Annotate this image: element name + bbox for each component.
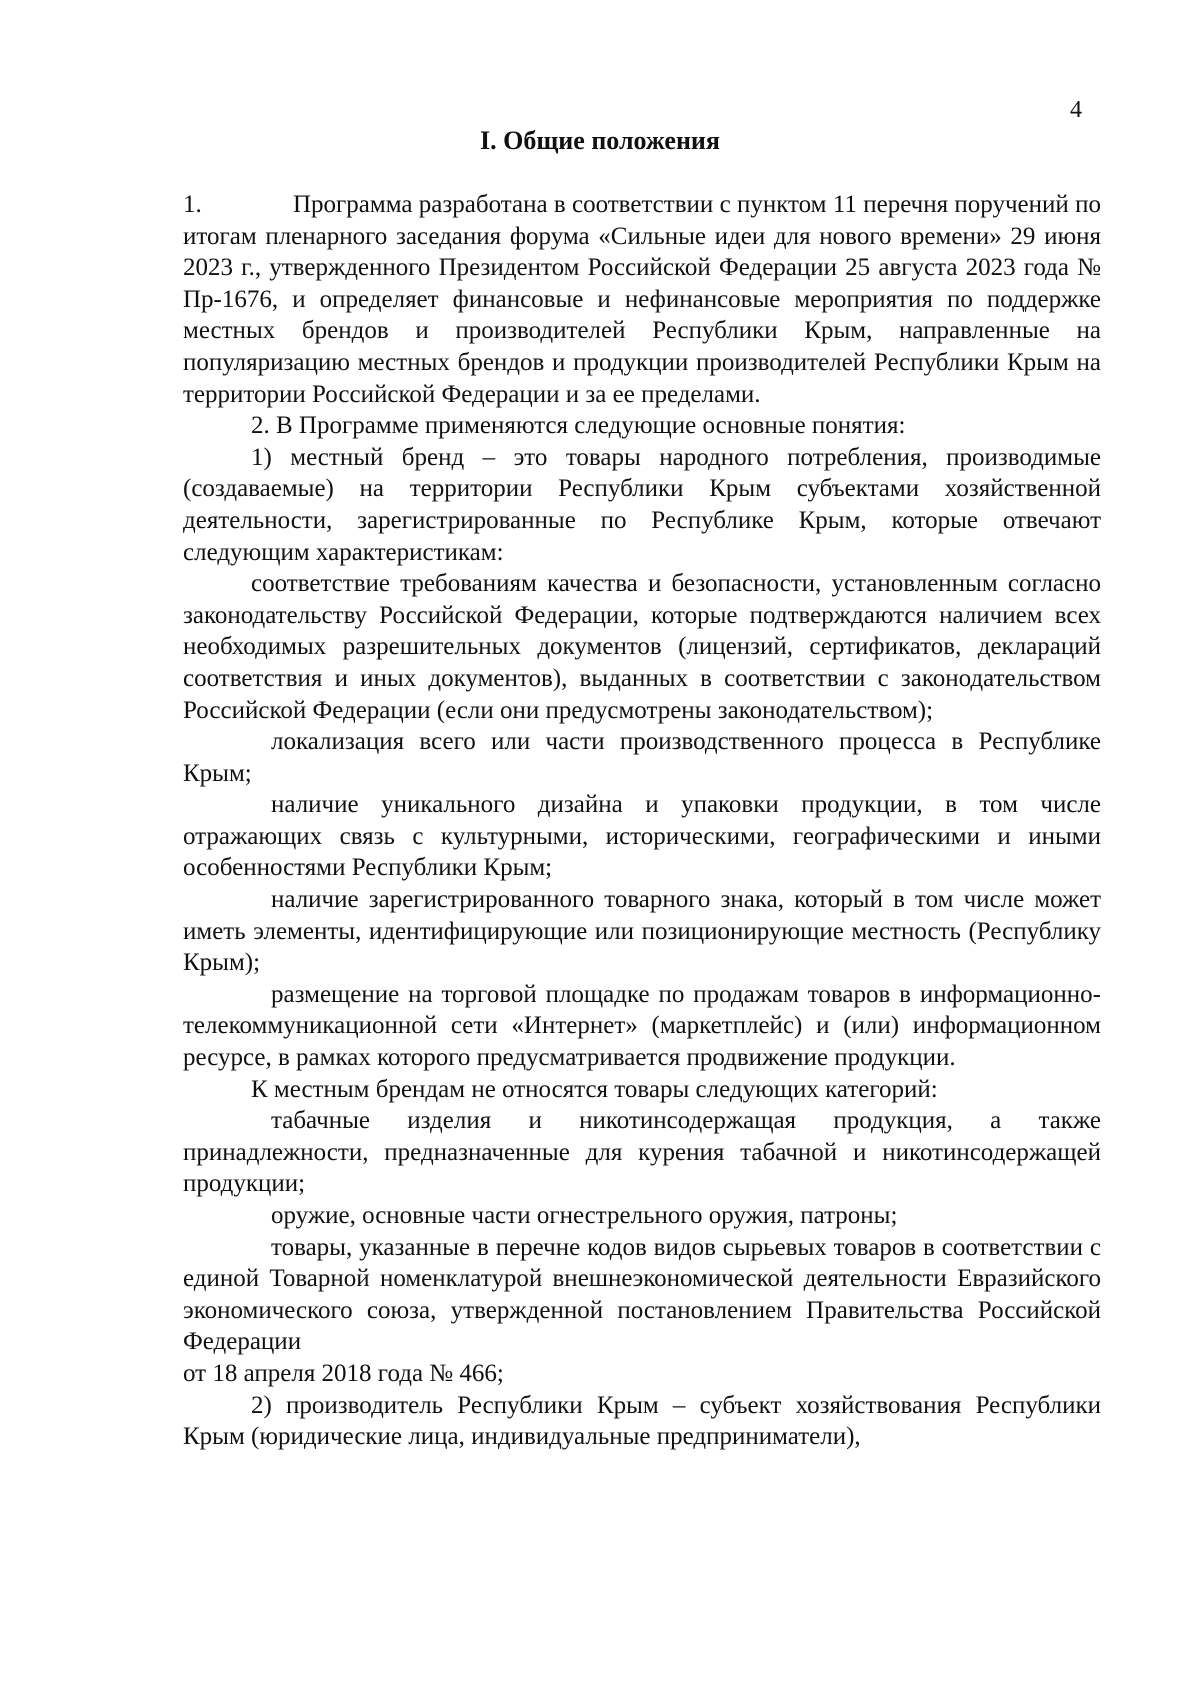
criterion-quality: соответствие требованиям качества и безопасности, установленным согласно законодательству Российской Федерации, которые подтверждаются наличием всех необходимых разрешительных документов (лицензий, сертификатов, деклараций соответствия и иных документов), выданных в соответствии с законодательством Российской Федерации (если они предусмотрены законодательством); — [183, 570, 1101, 724]
paragraph-2: 2. В Программе применяются следующие основные понятия: — [251, 412, 906, 440]
exclusion-weapons: оружие, основные части огнестрельного оружия, патроны; — [271, 1202, 898, 1229]
paragraph-text: Программа разработана в соответствии с пунктом 11 перечня поручений по итогам пленарного заседания форума «Сильные идеи для нового времени» 29 июня 2023 г., утвержденного Президентом Российской Федерации 25 августа 2023 года № Пр-1676, и определяет финансовые и нефинансовые мероприятия по поддержке местных брендов и производителей Республики Крым, направленные на популяризацию местных брендов и продукции производителей Республики Крым на территории Российской Федерации и за ее пределами. — [183, 191, 1101, 408]
paragraph-number: 1. — [183, 191, 202, 218]
exclusions-intro: К местным брендам не относятся товары следующих категорий: — [251, 1075, 938, 1103]
paragraph-1 — [183, 189, 1101, 410]
criterion-marketplace: размещение на торговой площадке по продажам товаров в информационно-телекоммуникационной сети «Интернет» (маркетплейс) и (или) информационном ресурсе, в рамках которого предусматривается продвижение продукции. — [183, 980, 1101, 1072]
exclusion-tobacco: табачные изделия и никотинсодержащая продукция, а также принадлежности, предназначенные для курения табачной и никотинсодержащей продукции; — [183, 1107, 1101, 1198]
definition-local-brand: 1) местный бренд – это товары народного потребления, производимые (создаваемые) на территории Республики Крым субъектами хозяйственной деятельности, зарегистрированные по Республике Крым, которые отвечают следующим характеристикам: — [183, 443, 1101, 566]
criterion-localization: локализация всего или части производственного процесса в Республике Крым; — [183, 728, 1101, 787]
exclusion-raw-goods: товары, указанные в перечне кодов видов сырьевых товаров в соответствии с единой Товарной номенклатурой внешнеэкономической деятельности Евразийского экономического союза, утвержденной постановлением Правительства Российской Федерации — [183, 1233, 1101, 1356]
criterion-trademark: наличие зарегистрированного товарного знака, который в том числе может иметь элементы, идентифицирующие или позиционирующие местность (Республику Крым); — [183, 886, 1101, 977]
section-title: I. Общие положения — [480, 126, 720, 155]
page-number: 4 — [1070, 97, 1082, 123]
exclusion-raw-goods-continued: от 18 апреля 2018 года № 466; — [183, 1359, 504, 1387]
definition-producer: 2) производитель Республики Крым – субъект хозяйствования Республики Крым (юридические лица, индивидуальные предприниматели), — [183, 1391, 1101, 1451]
document-body — [183, 189, 1101, 1453]
criterion-design: наличие уникального дизайна и упаковки продукции, в том числе отражающих связь с культурными, историческими, географическими и иными особенностями Республики Крым; — [183, 791, 1101, 882]
